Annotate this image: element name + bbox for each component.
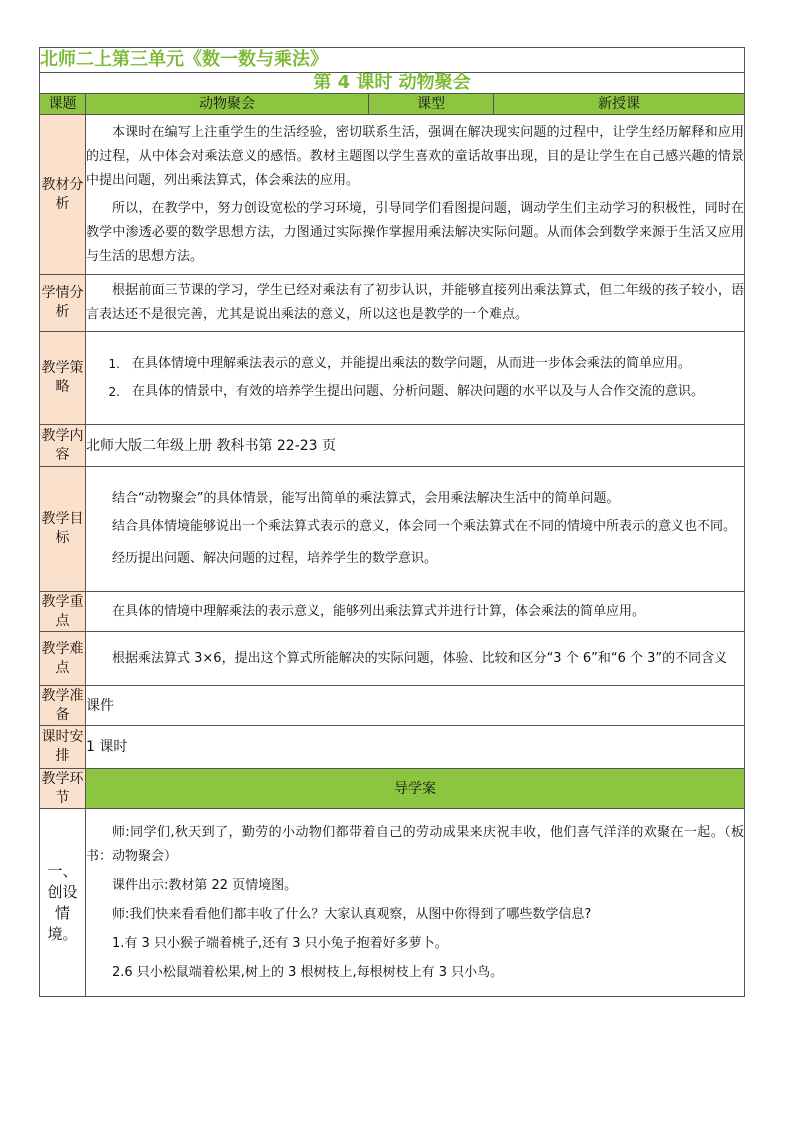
goals-label: 教学目标 bbox=[40, 467, 86, 592]
strategy-label: 教学策略 bbox=[40, 332, 86, 425]
key-points-text: 在具体的情境中理解乘法的表示意义，能够列出乘法算式并进行计算，体会乘法的简单应用。 bbox=[112, 603, 646, 619]
guide-heading: 导学案 bbox=[86, 769, 745, 809]
goals-row bbox=[40, 467, 745, 592]
lesson-plan-table bbox=[39, 47, 745, 997]
steps-row bbox=[40, 769, 745, 809]
topic-label: 课题 bbox=[40, 94, 86, 115]
goal-paragraph: 结合具体情境能够说出一个乘法算式表示的意义，体会同一个乘法算式在不同的情境中所表示的意义也不同。 bbox=[112, 519, 737, 534]
strategy-row bbox=[40, 332, 745, 425]
header-title-row bbox=[40, 48, 745, 73]
step1-label: 一、创设情境。 bbox=[40, 809, 86, 997]
material-analysis-paragraph: 所以，在教学中，努力创设宽松的学习环境，引导同学们看图提问题，调动学生们主动学习的积极性，同时在教学中渗透必要的数学思想方法，力图通过实际操作掌握用乘法解决实际问题。从而体会到数学来源于生活又应用与生活的思想方法。 bbox=[86, 200, 744, 264]
difficulties-text: 根据乘法算式 3×6，提出这个算式所能解决的实际问题，体验、比较和区分“3 个 6”和“6 个 3”的不同含义 bbox=[112, 650, 728, 666]
difficulties-label: 教学难点 bbox=[40, 632, 86, 686]
student-analysis-label: 学情分析 bbox=[40, 275, 86, 332]
preparation-text: 课件 bbox=[86, 686, 745, 726]
material-analysis-body bbox=[86, 115, 745, 275]
step1-paragraph: 2.6 只小松鼠端着松果,树上的 3 根树枝上,每根树枝上有 3 只小鸟。 bbox=[112, 964, 504, 980]
steps-label: 教学环节 bbox=[40, 769, 86, 809]
material-analysis-paragraph: 本课时在编写上注重学生的生活经验，密切联系生活，强调在解决现实问题的过程中，让学生经历解释和应用的过程，从中体会对乘法意义的感悟。教材主题图以学生喜欢的童话故事出现，目的是让学生在自己感兴趣的情景中提出问题，列出乘法算式，体会乘法的应用。 bbox=[86, 124, 744, 188]
goal-paragraph: 经历提出问题、解决问题的过程，培养学生的数学意识。 bbox=[112, 551, 438, 566]
schedule-row bbox=[40, 726, 745, 769]
strategy-item bbox=[86, 379, 744, 405]
key-points-label: 教学重点 bbox=[40, 592, 86, 632]
info-row bbox=[40, 94, 745, 115]
goals-body bbox=[86, 467, 745, 592]
content-text: 北师大版二年级上册 教科书第 22-23 页 bbox=[86, 425, 745, 467]
step1-paragraph: 师:我们快来看看他们都丰收了什么？大家认真观察，从图中你得到了哪些数学信息? bbox=[112, 906, 592, 922]
document-title: 北师二上第三单元《数一数与乘法》 bbox=[40, 48, 745, 73]
strategy-body bbox=[86, 332, 745, 425]
lesson-title: 第 4 课时 动物聚会 bbox=[40, 73, 745, 94]
header-lesson-row bbox=[40, 73, 745, 94]
content-row bbox=[40, 425, 745, 467]
topic-value: 动物聚会 bbox=[86, 94, 369, 115]
schedule-label: 课时安排 bbox=[40, 726, 86, 769]
step1-paragraph: 课件出示:教材第 22 页情境图。 bbox=[112, 877, 298, 893]
strategy-item-text: 在具体情境中理解乘法表示的意义，并能提出乘法的数学问题，从而进一步体会乘法的简单应用。 bbox=[132, 356, 692, 371]
goal-paragraph: 结合“动物聚会”的具体情景，能写出简单的乘法算式，会用乘法解决生活中的简单问题。 bbox=[112, 491, 620, 506]
step1-paragraph: 1.有 3 只小猴子端着桃子,还有 3 只小兔子抱着好多萝卜。 bbox=[112, 935, 448, 951]
type-label: 课型 bbox=[369, 94, 494, 115]
material-analysis-label: 教材分析 bbox=[40, 115, 86, 275]
content-label: 教学内容 bbox=[40, 425, 86, 467]
key-points-row bbox=[40, 592, 745, 632]
strategy-item-number: 1. bbox=[108, 357, 120, 371]
strategy-item bbox=[86, 351, 744, 377]
type-value: 新授课 bbox=[494, 94, 745, 115]
strategy-item-number: 2. bbox=[108, 385, 120, 399]
strategy-item-text: 在具体的情景中，有效的培养学生提出问题、分析问题、解决问题的水平以及与人合作交流的意识。 bbox=[132, 384, 705, 399]
step1-paragraph: 师:同学们,秋天到了，勤劳的小动物们都带着自己的劳动成果来庆祝丰收，他们喜气洋洋的欢聚在一起。（板书：动物聚会） bbox=[86, 824, 744, 864]
key-points-body bbox=[86, 592, 745, 632]
preparation-row bbox=[40, 686, 745, 726]
preparation-label: 教学准备 bbox=[40, 686, 86, 726]
step1-row bbox=[40, 809, 745, 997]
difficulties-body bbox=[86, 632, 745, 686]
schedule-text: 1 课时 bbox=[86, 726, 745, 769]
material-analysis-row bbox=[40, 115, 745, 275]
step1-body bbox=[86, 809, 745, 997]
difficulties-row bbox=[40, 632, 745, 686]
student-analysis-body bbox=[86, 275, 745, 332]
student-analysis-paragraph: 根据前面三节课的学习，学生已经对乘法有了初步认识，并能够直接列出乘法算式，但二年级的孩子较小，语言表达还不是很完善，尤其是说出乘法的意义，所以这也是教学的一个难点。 bbox=[86, 283, 744, 322]
student-analysis-row bbox=[40, 275, 745, 332]
